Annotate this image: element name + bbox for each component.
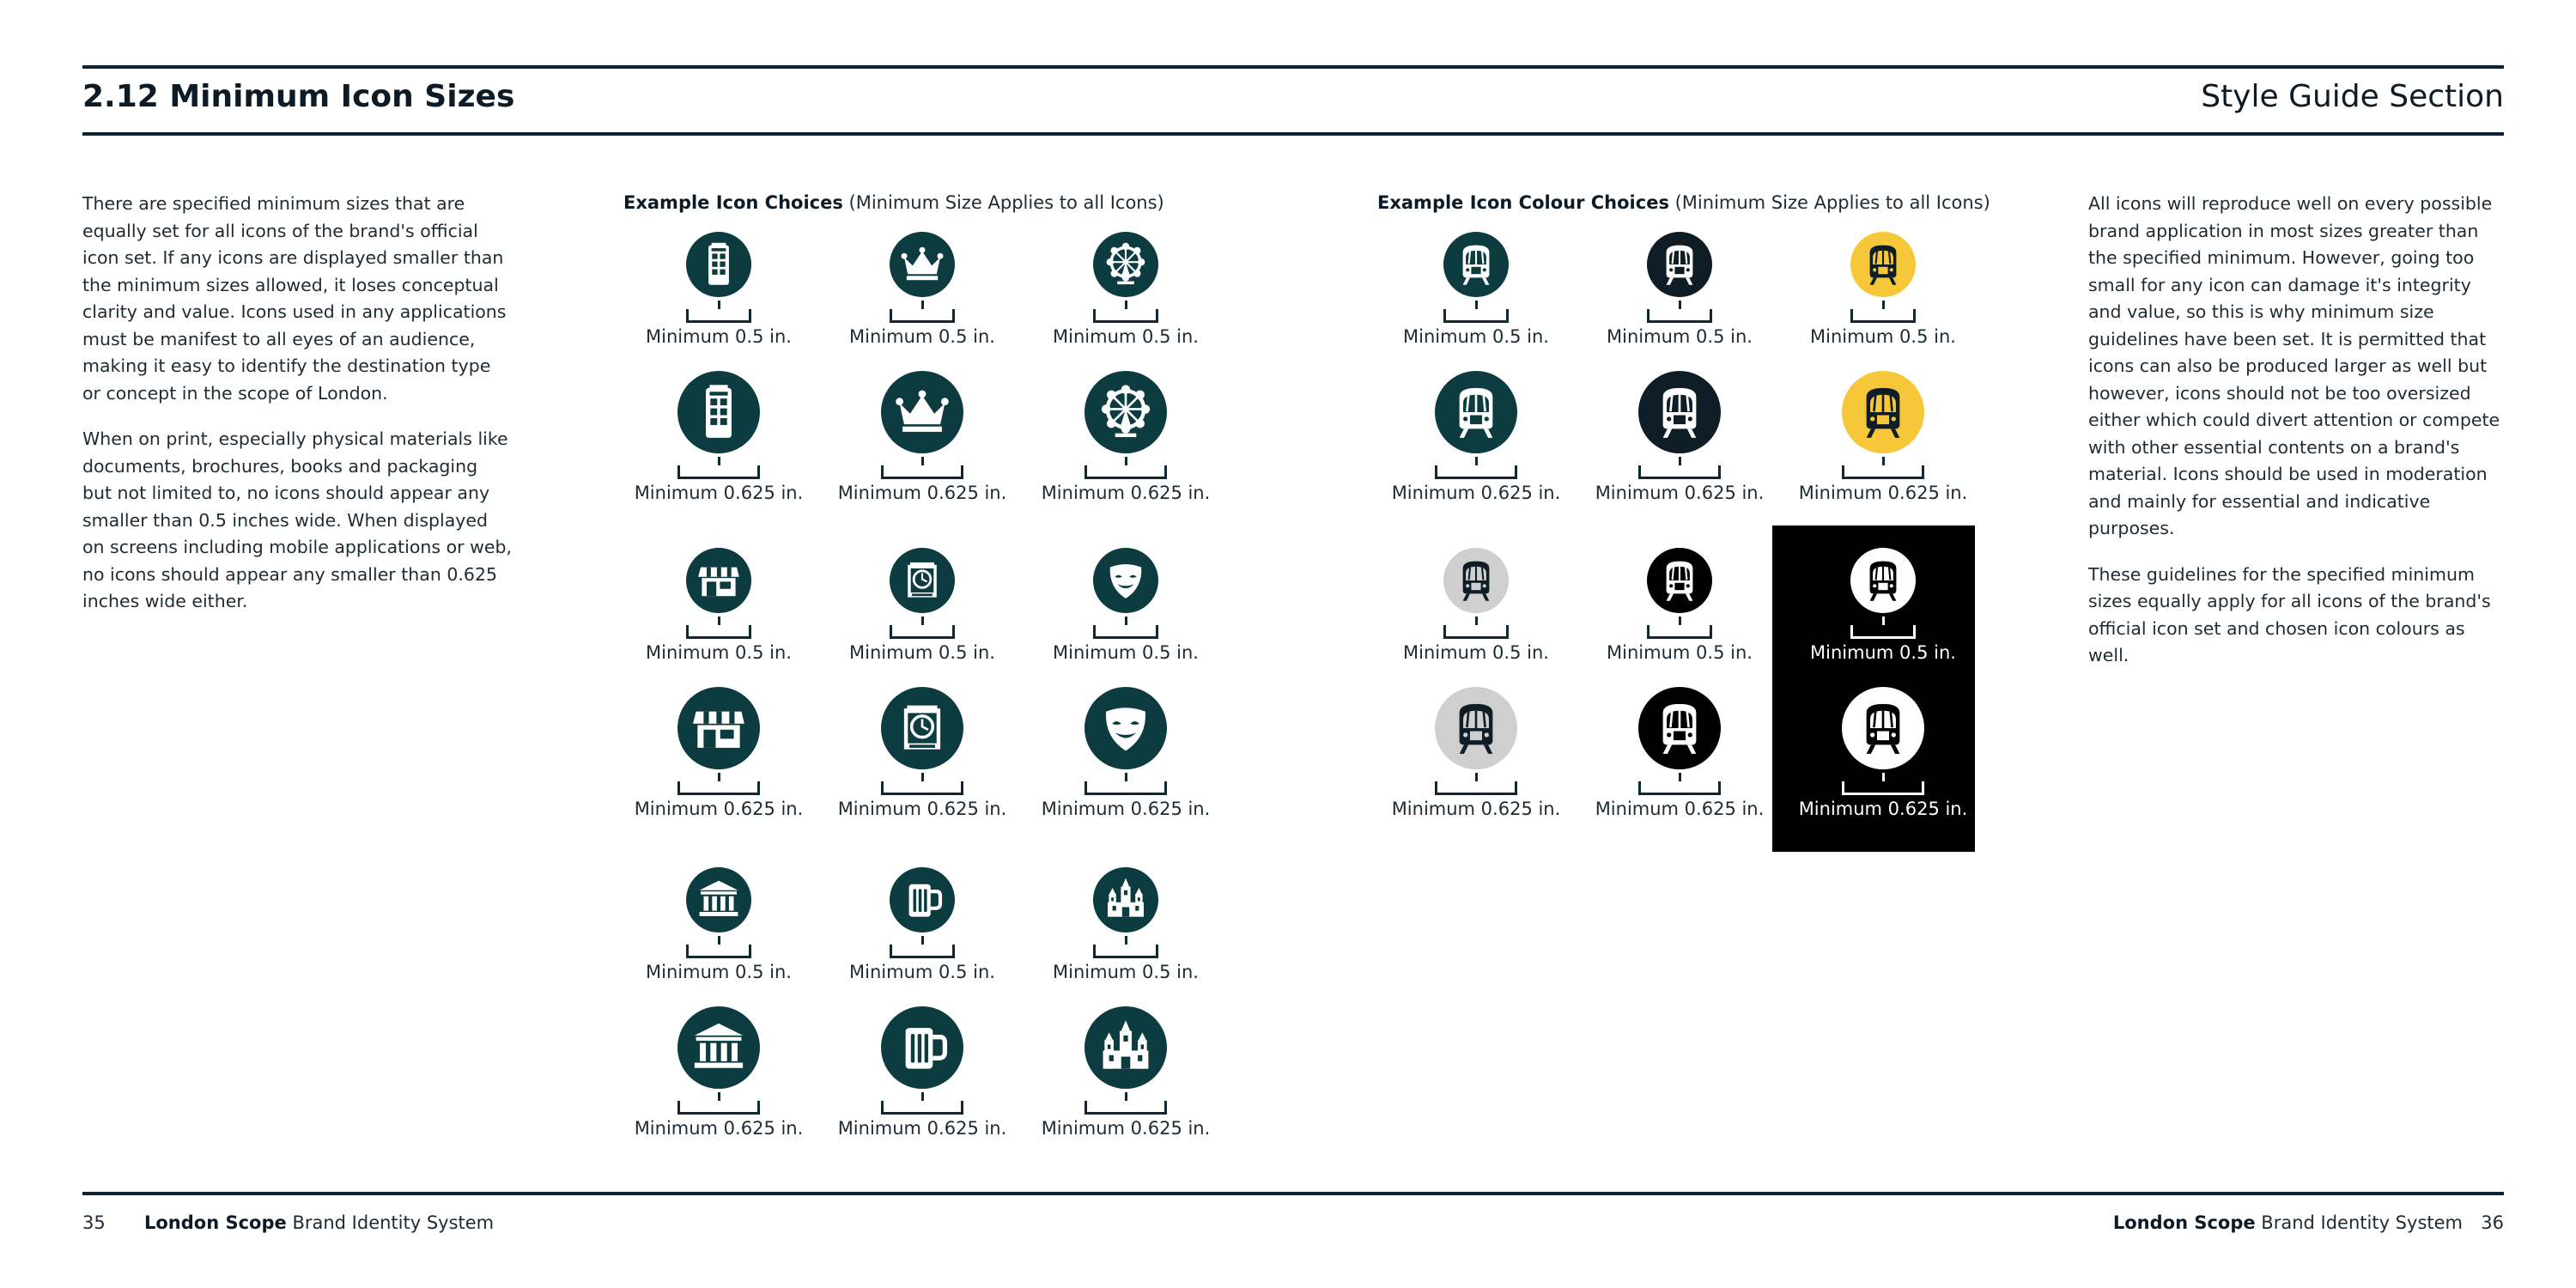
size-bracket (1093, 309, 1158, 323)
icon-choices-heading-rest: (Minimum Size Applies to all Icons) (842, 192, 1164, 213)
size-label: Minimum 0.5 in. (1607, 642, 1753, 663)
shop-icon (686, 548, 751, 613)
beer-mug-icon (881, 1006, 963, 1089)
size-label: Minimum 0.5 in. (1403, 326, 1549, 347)
size-label: Minimum 0.625 in. (1041, 799, 1211, 819)
intro-text-column (82, 191, 512, 635)
size-bracket (1093, 945, 1158, 958)
train-icon (1850, 548, 1916, 613)
size-bracket (1842, 465, 1924, 479)
icon-example-small (1053, 867, 1199, 993)
museum-icon (677, 1006, 760, 1089)
train-icon (1443, 548, 1509, 613)
colour-example-icon (1403, 232, 1549, 357)
size-bracket (1638, 465, 1721, 479)
icon-choices-heading-bold: Example Icon Choices (623, 192, 843, 213)
colour-choices-heading-rest: (Minimum Size Applies to all Icons) (1668, 192, 1990, 213)
size-bracket (1084, 465, 1167, 479)
size-bracket (890, 309, 955, 323)
colour-example-icon (1798, 371, 1968, 513)
guideline-text-column (2088, 191, 2509, 689)
size-bracket (1093, 625, 1158, 639)
size-bracket (881, 1101, 963, 1115)
size-bracket (1842, 781, 1924, 795)
page-number-right: 36 (2481, 1212, 2504, 1233)
colour-choices-heading (1377, 192, 1990, 213)
beer-mug-icon (890, 867, 955, 933)
icon-example-large (837, 1006, 1007, 1149)
train-icon (1435, 371, 1517, 453)
icon-example-small (849, 232, 995, 357)
size-bracket (686, 945, 751, 958)
size-label: Minimum 0.5 in. (1810, 326, 1956, 347)
size-label: Minimum 0.625 in. (837, 1118, 1007, 1139)
icon-example-large (634, 1006, 804, 1149)
size-bracket (1850, 625, 1916, 639)
size-label: Minimum 0.625 in. (1595, 799, 1765, 819)
size-label: Minimum 0.5 in. (646, 326, 792, 347)
size-bracket (677, 781, 760, 795)
icon-choices-heading (623, 192, 1164, 213)
train-icon (1443, 232, 1509, 297)
clock-tower-icon (890, 548, 955, 613)
intro-paragraph-1: There are specified minimum sizes that are equally set for all icons of the brand's official icon set. If any icons are displayed smaller than the minimum sizes allowed, it loses conceptual clarity and value. Icons used in any applications must be manifest to all eyes of an audience, making it easy to identify the destination type or concept in the scope of London. (82, 193, 507, 404)
size-bracket (686, 625, 751, 639)
size-label: Minimum 0.5 in. (646, 642, 792, 663)
icon-example-large (837, 371, 1007, 513)
size-label: Minimum 0.625 in. (1391, 483, 1561, 503)
colour-example-icon (1798, 687, 1968, 829)
size-label: Minimum 0.625 in. (1595, 483, 1765, 503)
shop-icon (677, 687, 760, 769)
icon-example-large (634, 371, 804, 513)
colour-example-icon (1595, 371, 1765, 513)
size-bracket (1084, 781, 1167, 795)
crown-icon (890, 232, 955, 297)
size-label: Minimum 0.625 in. (634, 483, 804, 503)
size-bracket (1647, 625, 1712, 639)
size-label: Minimum 0.5 in. (849, 326, 995, 347)
size-bracket (881, 465, 963, 479)
icon-example-large (1041, 371, 1211, 513)
size-label: Minimum 0.625 in. (1391, 799, 1561, 819)
theatre-mask-icon (1084, 687, 1167, 769)
size-label: Minimum 0.5 in. (1053, 326, 1199, 347)
size-label: Minimum 0.625 in. (634, 799, 804, 819)
size-bracket (686, 309, 751, 323)
size-label: Minimum 0.5 in. (849, 962, 995, 982)
footer-brand-left-bold: London Scope (144, 1212, 287, 1233)
footer-rule (82, 1192, 2504, 1195)
ferris-wheel-icon (1093, 232, 1158, 297)
museum-icon (686, 867, 751, 933)
page-number-left: 35 (82, 1212, 106, 1233)
size-label: Minimum 0.625 in. (1041, 1118, 1211, 1139)
crown-icon (881, 371, 963, 453)
size-label: Minimum 0.625 in. (1041, 483, 1211, 503)
colour-example-icon (1810, 548, 1956, 673)
size-bracket (1638, 781, 1721, 795)
clock-tower-icon (881, 687, 963, 769)
page-title: 2.12 Minimum Icon Sizes (82, 79, 515, 114)
footer-brand-right (2113, 1212, 2463, 1233)
icon-example-large (634, 687, 804, 829)
icon-example-small (646, 867, 792, 993)
size-bracket (881, 781, 963, 795)
palace-icon (1084, 1006, 1167, 1089)
size-label: Minimum 0.625 in. (1798, 799, 1968, 819)
train-icon (1842, 687, 1924, 769)
icon-example-small (849, 867, 995, 993)
size-bracket (1443, 625, 1509, 639)
size-bracket (1084, 1101, 1167, 1115)
phone-booth-icon (677, 371, 760, 453)
intro-paragraph-2: When on print, especially physical materials like documents, brochures, books and packaging but not limited to, no icons should appear any smaller than 0.5 inches wide. When displayed on screens including mobile applications or web, no icons should appear any smaller than 0.625 inches wide either. (82, 428, 512, 611)
icon-example-small (1053, 548, 1199, 673)
colour-choices-heading-bold: Example Icon Colour Choices (1377, 192, 1669, 213)
phone-booth-icon (686, 232, 751, 297)
icon-example-small (646, 232, 792, 357)
footer-brand-left (144, 1212, 494, 1233)
size-label: Minimum 0.5 in. (1053, 642, 1199, 663)
size-bracket (890, 945, 955, 958)
footer-brand-left-rest: Brand Identity System (286, 1212, 495, 1233)
train-icon (1647, 232, 1712, 297)
size-bracket (1435, 465, 1517, 479)
train-icon (1850, 232, 1916, 297)
size-bracket (1443, 309, 1509, 323)
colour-example-icon (1607, 548, 1753, 673)
size-label: Minimum 0.5 in. (1403, 642, 1549, 663)
colour-example-icon (1403, 548, 1549, 673)
colour-example-icon (1810, 232, 1956, 357)
size-label: Minimum 0.5 in. (1607, 326, 1753, 347)
icon-example-large (1041, 687, 1211, 829)
colour-example-icon (1391, 687, 1561, 829)
size-label: Minimum 0.625 in. (837, 483, 1007, 503)
size-bracket (677, 1101, 760, 1115)
footer-brand-right-rest: Brand Identity System (2255, 1212, 2463, 1233)
size-label: Minimum 0.5 in. (646, 962, 792, 982)
size-bracket (1435, 781, 1517, 795)
train-icon (1638, 687, 1721, 769)
palace-icon (1093, 867, 1158, 933)
footer-brand-right-bold: London Scope (2112, 1212, 2256, 1233)
theatre-mask-icon (1093, 548, 1158, 613)
guideline-paragraph-1: All icons will reproduce well on every possible brand application in most sizes greater than the specified minimum. However, going too small for any icon can damage it's integrity and value, so this is why minimum size guidelines have been set. It is permitted that icons can also be produced larger as well but however, icons should not be too oversized either which could divert attention or compete with other essential contents on a brand's material. Icons should be used in moderation and mainly for essential and indicative purposes. (2088, 193, 2500, 538)
header-top-rule (82, 65, 2504, 69)
train-icon (1647, 548, 1712, 613)
icon-example-large (1041, 1006, 1211, 1149)
size-label: Minimum 0.5 in. (1810, 642, 1956, 663)
header-bottom-rule (82, 132, 2504, 136)
train-icon (1435, 687, 1517, 769)
size-label: Minimum 0.625 in. (1798, 483, 1968, 503)
train-icon (1638, 371, 1721, 453)
size-label: Minimum 0.625 in. (634, 1118, 804, 1139)
guideline-paragraph-2: These guidelines for the specified minimum sizes equally apply for all icons of the brand's official icon set and chosen icon colours as well. (2088, 563, 2491, 665)
size-bracket (677, 465, 760, 479)
size-label: Minimum 0.5 in. (1053, 962, 1199, 982)
icon-example-small (1053, 232, 1199, 357)
train-icon (1842, 371, 1924, 453)
size-bracket (1850, 309, 1916, 323)
size-bracket (1647, 309, 1712, 323)
icon-example-large (837, 687, 1007, 829)
icon-example-small (849, 548, 995, 673)
colour-example-icon (1595, 687, 1765, 829)
colour-example-icon (1391, 371, 1561, 513)
size-bracket (890, 625, 955, 639)
size-label: Minimum 0.5 in. (849, 642, 995, 663)
ferris-wheel-icon (1084, 371, 1167, 453)
size-label: Minimum 0.625 in. (837, 799, 1007, 819)
section-label: Style Guide Section (2201, 79, 2504, 114)
icon-example-small (646, 548, 792, 673)
colour-example-icon (1607, 232, 1753, 357)
